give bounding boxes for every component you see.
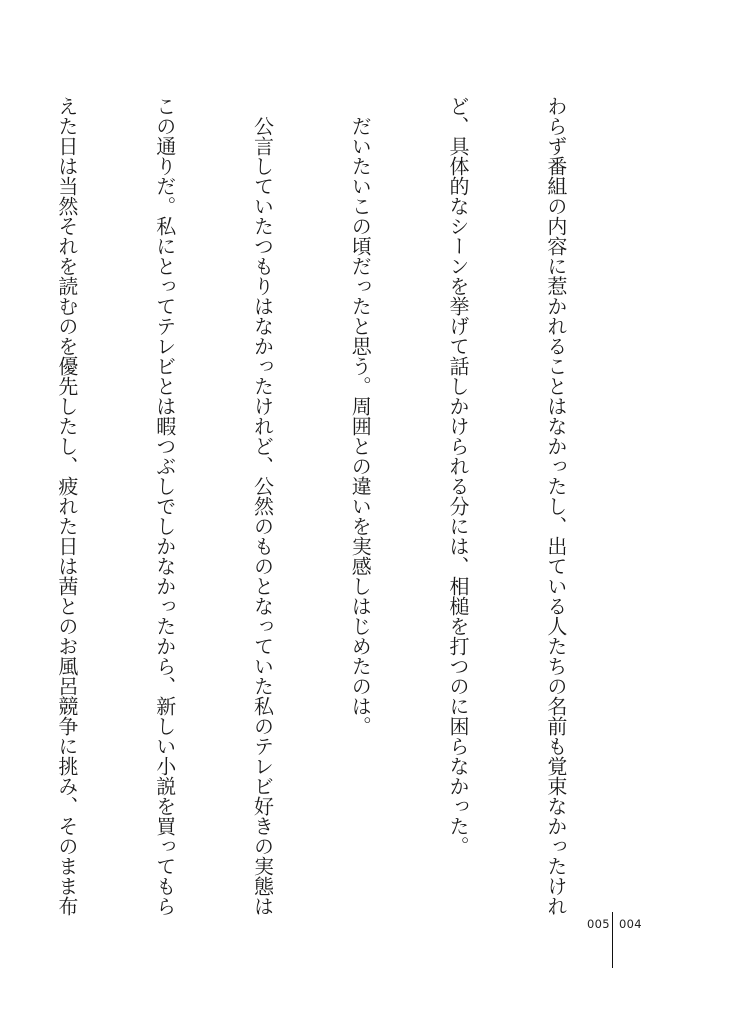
page-number-left: 005 xyxy=(587,917,610,931)
page-divider-line xyxy=(612,912,613,968)
text-line: この通りだ。私にとってテレビとは暇つぶしでしかなかったから、新しい小説を買ってもら xyxy=(152,96,177,916)
text-line: ど、具体的なシーンを挙げて話しかけられる分には、相槌を打つのに困らなかった。 xyxy=(446,96,471,856)
text-line: だいたいこの頃だったと思う。周囲との違いを実感しはじめたのは。 xyxy=(348,96,373,736)
vertical-body-text xyxy=(0,96,637,916)
text-line: わらず番組の内容に惹かれることはなかったし、出ている人たちの名前も覚束なかったけれ xyxy=(543,96,568,916)
page-number-right: 004 xyxy=(619,917,642,931)
text-line: えた日は当然それを読むのを優先したし、疲れた日は茜とのお風呂競争に挑み、そのまま布 xyxy=(54,96,79,916)
text-line: 公言していたつもりはなかったけれど、公然のものとなっていた私のテレビ好きの実態は xyxy=(250,96,275,916)
